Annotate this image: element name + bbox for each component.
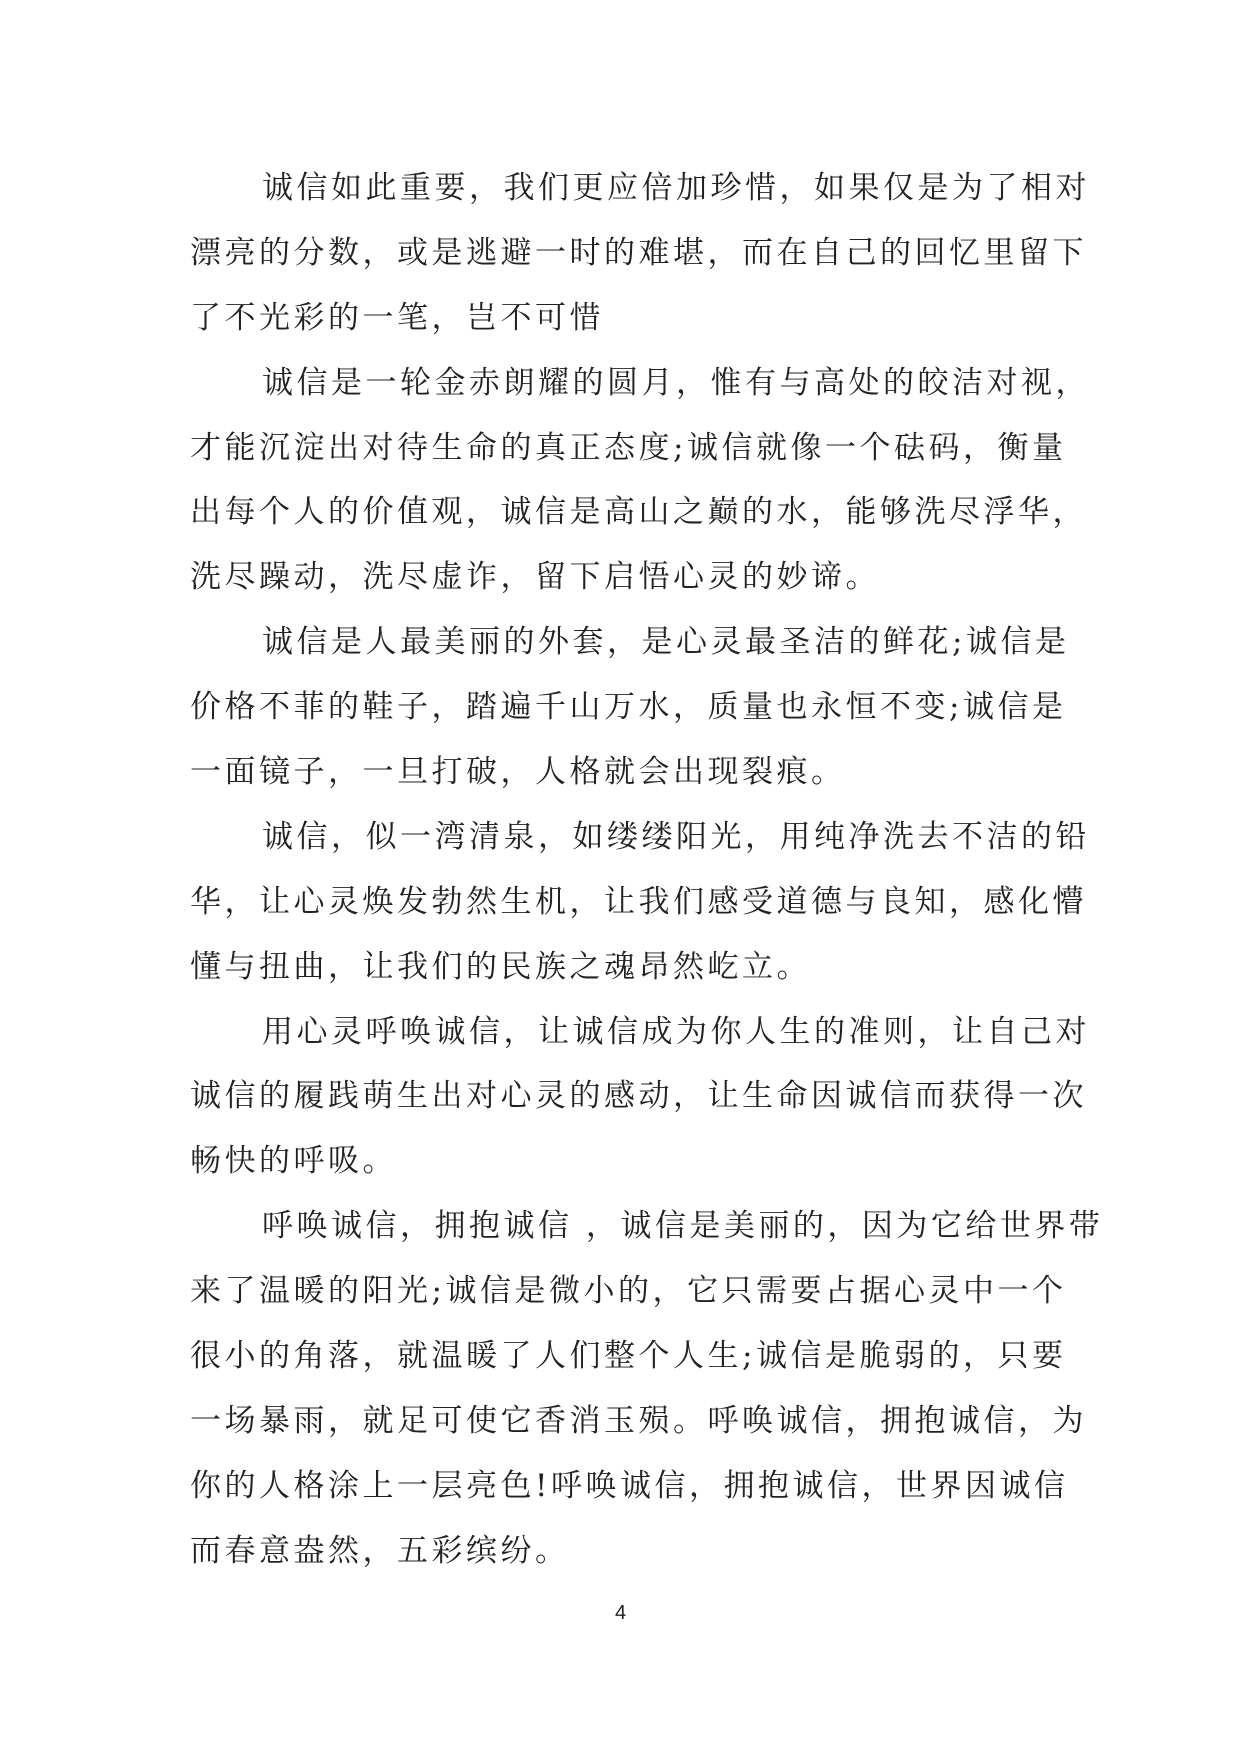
paragraph-2 <box>190 351 1090 611</box>
text-line: 你的人格涂上一层亮色!呼唤诚信，拥抱诚信，世界因诚信 <box>190 1467 1069 1504</box>
text-line: 诚信是人最美丽的外套，是心灵最圣洁的鲜花;诚信是 <box>262 624 1070 661</box>
text-line: 诚信如此重要，我们更应倍加珍惜，如果仅是为了相对 <box>262 170 1090 206</box>
text-line: 畅快的呼吸。 <box>190 1143 397 1180</box>
paragraph-6 <box>190 1194 1104 1583</box>
text-line: 诚信的履践萌生出对心灵的感动，让生命因诚信而获得一次 <box>190 1078 1087 1115</box>
paragraph-5 <box>190 1000 1090 1195</box>
page-number: 4 <box>614 1602 627 1624</box>
text-line: 而春意盎然，五彩缤纷。 <box>190 1532 570 1569</box>
text-line: 价格不菲的鞋子，踏遍千山万水，质量也永恒不变;诚信是 <box>190 689 1067 726</box>
body-text <box>190 156 1104 1584</box>
paragraph-3 <box>190 610 1070 805</box>
text-line: 诚信，似一湾清泉，如缕缕阳光，用纯净洗去不洁的铅 <box>262 818 1090 855</box>
text-line: 才能沉淀出对待生命的真正态度;诚信就像一个砝码，衡量 <box>190 429 1067 466</box>
paragraph-4 <box>190 805 1090 1000</box>
text-line: 出每个人的价值观，诚信是高山之巅的水，能够洗尽浮华， <box>190 494 1087 531</box>
paragraph-1 <box>190 156 1090 351</box>
text-line: 华，让心灵焕发勃然生机，让我们感受道德与良知，感化懵 <box>190 883 1087 920</box>
text-line: 用心灵呼唤诚信，让诚信成为你人生的准则，让自己对 <box>262 1013 1090 1050</box>
text-line: 漂亮的分数，或是逃避一时的难堪，而在自己的回忆里留下 <box>190 234 1087 271</box>
text-line: 洗尽躁动，洗尽虚诈，留下启悟心灵的妙谛。 <box>190 559 880 596</box>
text-line: 诚信是一轮金赤朗耀的圆月，惟有与高处的皎洁对视， <box>262 364 1090 401</box>
text-line: 呼唤诚信，拥抱诚信 ，诚信是美丽的，因为它给世界带 <box>262 1208 1104 1245</box>
text-line: 了不光彩的一笔，岂不可惜 <box>190 299 604 336</box>
text-line: 一场暴雨，就足可使它香消玉殒。呼唤诚信，拥抱诚信，为 <box>190 1402 1087 1439</box>
text-line: 来了温暖的阳光;诚信是微小的，它只需要占据心灵中一个 <box>190 1273 1067 1310</box>
text-line: 一面镜子，一旦打破，人格就会出现裂痕。 <box>190 754 846 791</box>
text-line: 很小的角落，就温暖了人们整个人生;诚信是脆弱的，只要 <box>190 1338 1067 1375</box>
text-line: 懂与扭曲，让我们的民族之魂昂然屹立。 <box>190 948 811 985</box>
